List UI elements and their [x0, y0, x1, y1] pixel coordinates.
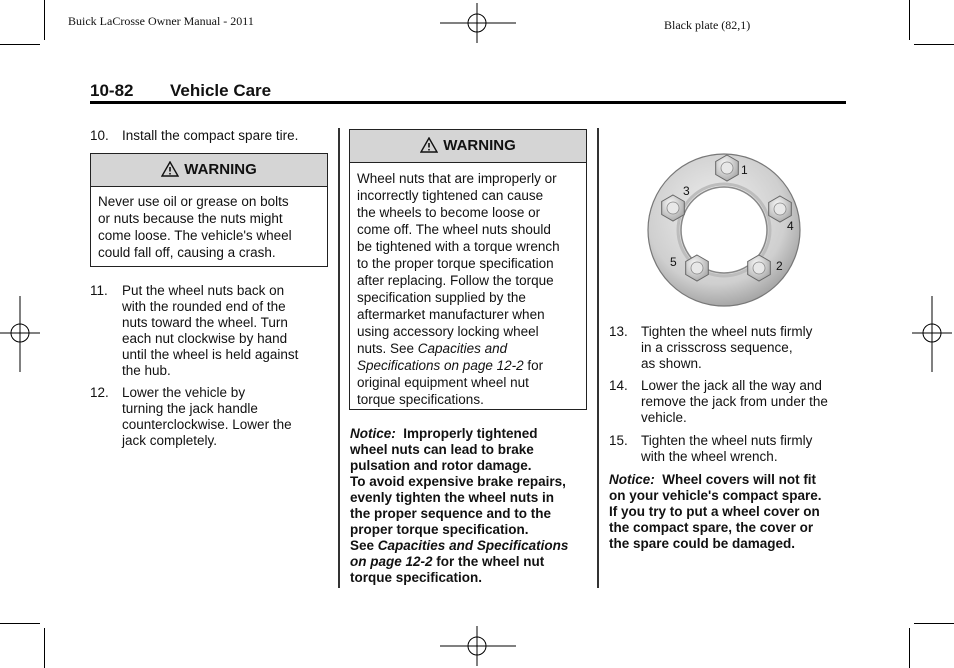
step-line: Tighten the wheel nuts firmly	[641, 324, 813, 339]
warning-header	[350, 130, 586, 163]
column-divider	[338, 128, 340, 588]
step-line: vehicle.	[641, 410, 687, 425]
registration-mark-icon	[440, 626, 516, 666]
step-11	[90, 283, 335, 383]
step-line: with the wheel wrench.	[641, 449, 778, 464]
step-line: nuts toward the wheel. Turn	[122, 315, 288, 330]
crop-mark	[914, 623, 954, 624]
step-text: Install the compact spare tire.	[122, 128, 299, 143]
warning-box	[90, 153, 328, 267]
step-number: 12.	[90, 385, 109, 400]
notice-line: torque specification.	[350, 570, 483, 585]
nut-number-label: 1	[741, 163, 748, 177]
step-line: Put the wheel nuts back on	[122, 283, 285, 298]
warning-line: torque specifications.	[357, 392, 484, 407]
text-run: for the wheel nut	[432, 554, 545, 569]
warning-line: come off. The wheel nuts should	[357, 222, 551, 237]
crop-mark	[0, 44, 40, 45]
warning-line: to the proper torque specification	[357, 256, 554, 271]
warning-header	[91, 154, 327, 187]
notice-line: the proper sequence and to the	[350, 506, 552, 521]
manual-title: Buick LaCrosse Owner Manual - 2011	[68, 14, 254, 28]
registration-mark-icon	[912, 296, 952, 372]
step-number: 13.	[609, 324, 628, 339]
step-number: 15.	[609, 433, 628, 448]
warning-body	[350, 163, 586, 414]
step-number: 14.	[609, 378, 628, 393]
notice-label: Notice:	[350, 426, 396, 441]
warning-line: could fall off, causing a crash.	[98, 245, 276, 260]
crop-mark	[909, 0, 910, 40]
nut-number-label: 2	[776, 259, 783, 273]
warning-triangle-icon	[161, 161, 179, 177]
notice-line	[609, 472, 854, 488]
section-title: Vehicle Care	[170, 81, 272, 100]
step-number: 10.	[90, 128, 109, 143]
crop-mark	[44, 0, 45, 40]
notice-line	[350, 426, 595, 442]
step-text	[122, 385, 292, 449]
step-line: as shown.	[641, 356, 702, 371]
warning-line: be tightened with a torque wrench	[357, 239, 560, 254]
cross-reference: Capacities and Specifications	[377, 538, 569, 553]
step-line: jack completely.	[122, 433, 218, 448]
warning-line: after replacing. Follow the torque	[357, 273, 554, 288]
step-14	[609, 378, 854, 428]
nut-number-label: 3	[683, 184, 690, 198]
step-text	[122, 283, 298, 379]
step-line: the hub.	[122, 363, 171, 378]
warning-line	[357, 340, 579, 357]
section-heading	[90, 81, 271, 101]
notice-line	[350, 538, 595, 554]
notice-line: evenly tighten the wheel nuts in	[350, 490, 555, 505]
text-run: See	[350, 538, 378, 553]
warning-line	[357, 357, 579, 374]
step-line: Lower the jack all the way and	[641, 378, 822, 393]
step-line: each nut clockwise by hand	[122, 331, 288, 346]
step-text	[641, 324, 812, 372]
notice-line: pulsation and rotor damage.	[350, 458, 532, 473]
text-run: Improperly tightened	[403, 426, 538, 441]
warning-triangle-icon	[420, 137, 438, 153]
notice-label: Notice:	[609, 472, 655, 487]
warning-line: or nuts because the nuts might	[98, 211, 283, 226]
step-15	[609, 433, 854, 467]
registration-mark-icon	[0, 296, 40, 372]
step-number: 11.	[90, 283, 108, 298]
step-line: in a crisscross sequence,	[641, 340, 793, 355]
step-10	[90, 128, 335, 146]
warning-heading: WARNING	[443, 137, 516, 154]
notice-line: If you try to put a wheel cover on	[609, 504, 820, 519]
warning-line: aftermarket manufacturer when	[357, 307, 545, 322]
notice-line: wheel nuts can lead to brake	[350, 442, 534, 457]
warning-line: come loose. The vehicle's wheel	[98, 228, 292, 243]
crop-mark	[44, 628, 45, 668]
step-line: remove the jack from under the	[641, 394, 828, 409]
cross-reference: Capacities and	[417, 341, 508, 356]
crop-mark	[0, 623, 40, 624]
warning-heading: WARNING	[184, 161, 257, 178]
crop-mark	[909, 628, 910, 668]
warning-line: original equipment wheel nut	[357, 375, 529, 390]
step-line: Lower the vehicle by	[122, 385, 246, 400]
warning-body	[91, 187, 327, 267]
cross-reference: on page 12-2	[350, 554, 433, 569]
nut-number-label: 5	[670, 255, 677, 269]
warning-line: incorrectly tightened can cause	[357, 188, 544, 203]
warning-line: Wheel nuts that are improperly or	[357, 171, 557, 186]
step-text	[641, 433, 812, 465]
page-number: 10-82	[90, 81, 134, 100]
text-run: nuts. See	[357, 341, 418, 356]
wheel-nut-sequence-diagram	[645, 146, 805, 316]
column-divider	[597, 128, 599, 588]
step-line: until the wheel is held against	[122, 347, 299, 362]
notice-line: the spare could be damaged.	[609, 536, 796, 551]
step-13	[609, 324, 854, 374]
notice-block	[350, 426, 595, 586]
step-line: with the rounded end of the	[122, 299, 286, 314]
notice-line: the compact spare, the cover or	[609, 520, 814, 535]
header-rule	[90, 101, 846, 104]
notice-block	[609, 472, 854, 552]
warning-line: specification supplied by the	[357, 290, 526, 305]
text-run: for	[523, 358, 544, 373]
notice-line	[350, 554, 595, 570]
notice-line: on your vehicle's compact spare.	[609, 488, 822, 503]
warning-line: Never use oil or grease on bolts	[98, 194, 289, 209]
cross-reference: Specifications on page 12-2	[357, 358, 524, 373]
text-run: Wheel covers will not fit	[662, 472, 817, 487]
nut-number-label: 4	[787, 219, 794, 233]
warning-line: the wheels to become loose or	[357, 205, 541, 220]
step-line: counterclockwise. Lower the	[122, 417, 292, 432]
step-12	[90, 385, 335, 455]
warning-box	[349, 129, 587, 410]
plate-label: Black plate (82,1)	[664, 18, 751, 32]
registration-mark-icon	[440, 3, 516, 43]
step-line: turning the jack handle	[122, 401, 258, 416]
step-text	[641, 378, 828, 426]
crop-mark	[914, 44, 954, 45]
warning-line: using accessory locking wheel	[357, 324, 539, 339]
notice-line: proper torque specification.	[350, 522, 529, 537]
notice-line: To avoid expensive brake repairs,	[350, 474, 566, 489]
step-line: Tighten the wheel nuts firmly	[641, 433, 813, 448]
